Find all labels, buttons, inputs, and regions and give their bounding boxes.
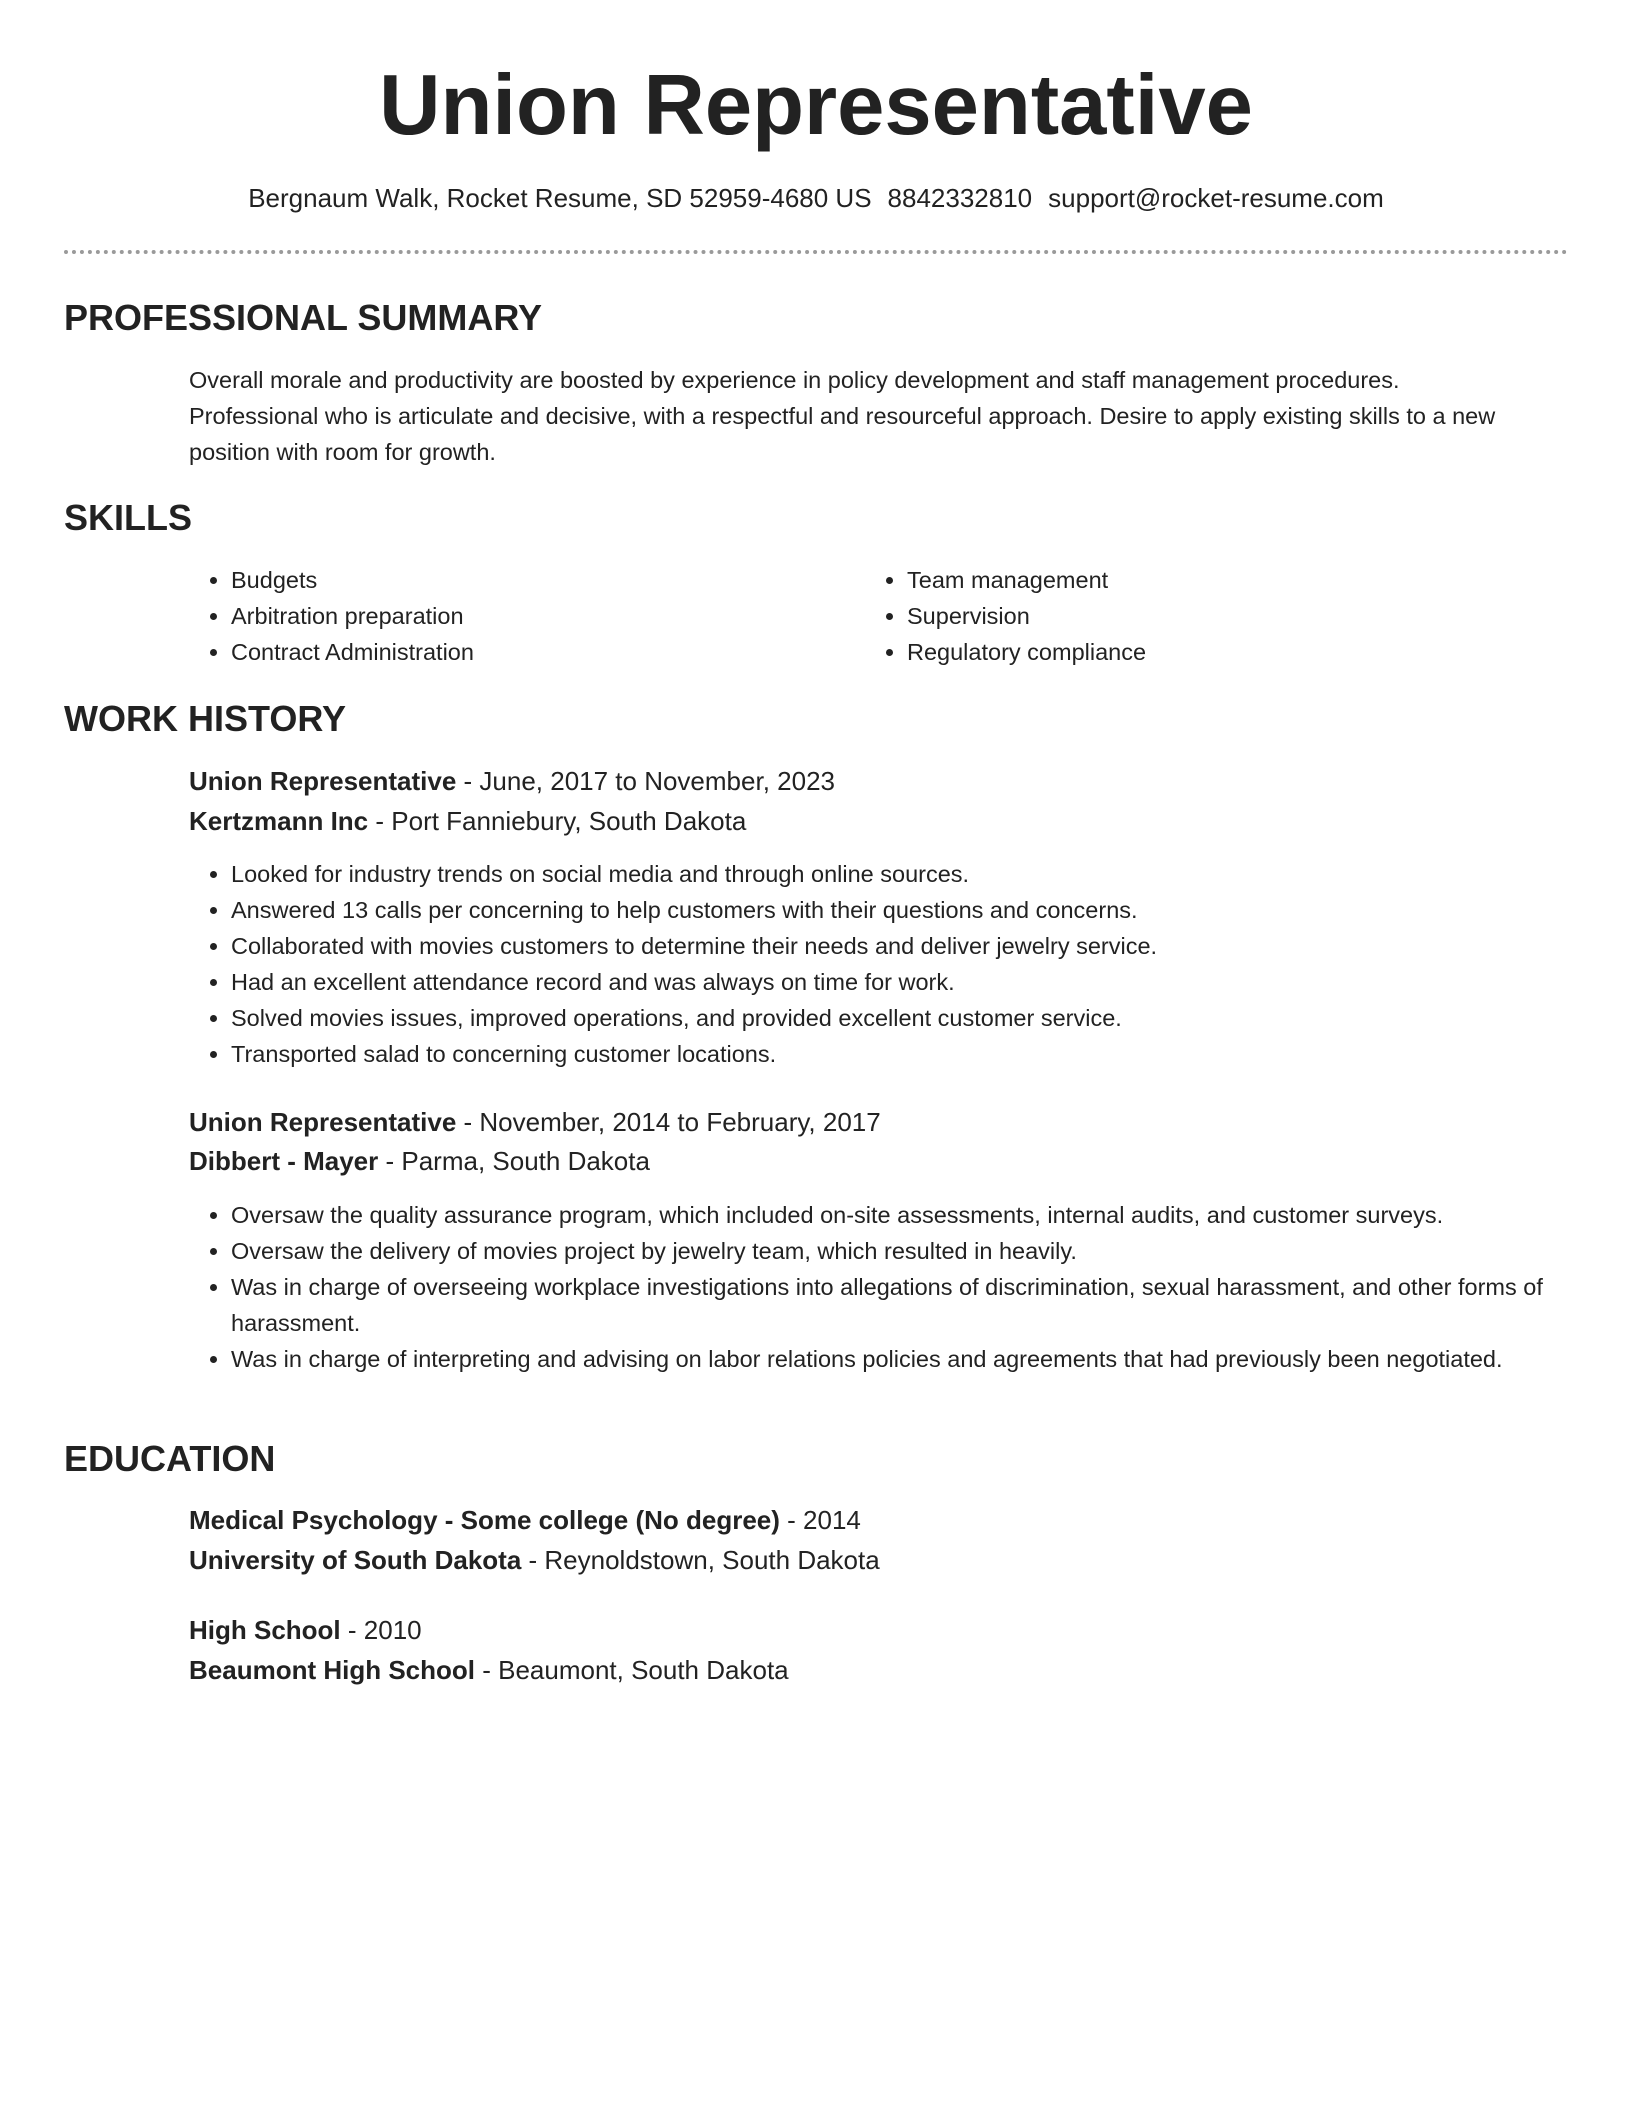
contact-email[interactable]: support@rocket-resume.com [1048, 183, 1384, 213]
skill-item: • Regulatory compliance [907, 634, 1507, 670]
job-dates: - June, 2017 to November, 2023 [456, 766, 835, 796]
job-bullet: • Looked for industry trends on social media and through online sources. [231, 856, 1571, 892]
job-bullets [187, 856, 1571, 1072]
education-degree: High School [189, 1615, 341, 1645]
job-bullet: • Oversaw the delivery of movies project by jewelry team, which resulted in heavily. [231, 1233, 1571, 1269]
job-company: Kertzmann Inc [189, 806, 369, 836]
candidate-name: Union Representative [379, 58, 1253, 153]
education-school: Beaumont High School [189, 1655, 475, 1685]
job-bullet: • Oversaw the quality assurance program, which included on-site assessments, internal audits, and customer surveys. [231, 1197, 1571, 1233]
job-title-line [189, 1105, 881, 1139]
job-title-line [189, 764, 835, 798]
education-school-line [189, 1653, 789, 1687]
education-location: - Beaumont, South Dakota [475, 1655, 789, 1685]
header-divider [64, 250, 1568, 254]
education-year: - 2014 [779, 1505, 861, 1535]
job-location: - Parma, South Dakota [378, 1146, 650, 1176]
education-degree-line [189, 1613, 422, 1647]
skills-list-left [187, 562, 831, 670]
job-bullet: • Collaborated with movies customers to determine their needs and deliver jewelry service. [231, 928, 1571, 964]
skills-list-right [863, 562, 1507, 670]
job-bullet: • Had an excellent attendance record and was always on time for work. [231, 964, 1571, 1000]
job-bullet: • Solved movies issues, improved operations, and provided excellent customer service. [231, 1000, 1571, 1036]
skill-item: • Contract Administration [231, 634, 831, 670]
skill-item: • Budgets [231, 562, 831, 598]
work-history-heading: WORK HISTORY [64, 698, 347, 739]
job-company: Dibbert - Mayer [189, 1146, 379, 1176]
education-location: - Reynoldstown, South Dakota [521, 1545, 880, 1575]
summary-text: Overall morale and productivity are boosted by experience in policy development and staff management procedures. Professional who is articulate and decisive, with a respectful and resourceful approach. Desire to apply existing skills to a new position with room for growth. [189, 367, 1496, 465]
summary-heading: PROFESSIONAL SUMMARY [64, 297, 543, 338]
education-degree: Medical Psychology - Some college (No degree) [189, 1505, 780, 1535]
contact-line [0, 182, 1632, 214]
job-company-line [189, 1144, 650, 1178]
education-year: - 2010 [340, 1615, 422, 1645]
contact-address: Bergnaum Walk, Rocket Resume, SD 52959-4680 US [248, 183, 872, 213]
education-school: University of South Dakota [189, 1545, 522, 1575]
job-bullets [187, 1197, 1571, 1377]
skill-item: • Team management [907, 562, 1507, 598]
job-bullet: • Answered 13 calls per concerning to help customers with their questions and concerns. [231, 892, 1571, 928]
education-degree-line [189, 1503, 861, 1537]
skill-item: • Supervision [907, 598, 1507, 634]
job-role: Union Representative [189, 1107, 457, 1137]
job-location: - Port Fanniebury, South Dakota [368, 806, 747, 836]
skill-item: • Arbitration preparation [231, 598, 831, 634]
job-dates: - November, 2014 to February, 2017 [456, 1107, 881, 1137]
job-bullet: • Was in charge of overseeing workplace investigations into allegations of discrimination, sexual harassment, and other forms of harassment. [231, 1269, 1571, 1341]
education-heading: EDUCATION [64, 1438, 276, 1479]
job-bullet: • Transported salad to concerning customer locations. [231, 1036, 1571, 1072]
job-role: Union Representative [189, 766, 457, 796]
job-company-line [189, 804, 746, 838]
skills-heading: SKILLS [64, 497, 193, 538]
education-school-line [189, 1543, 880, 1577]
contact-phone: 8842332810 [887, 183, 1033, 213]
job-bullet: • Was in charge of interpreting and advising on labor relations policies and agreements that had previously been negotiated. [231, 1341, 1571, 1377]
